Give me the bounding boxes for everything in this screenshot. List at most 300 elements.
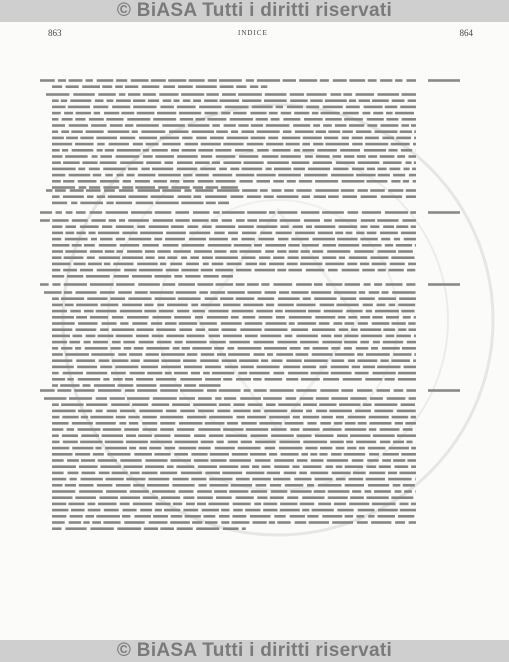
text-word-mark — [225, 366, 239, 369]
text-word-mark — [352, 168, 364, 171]
text-word-mark — [207, 316, 228, 319]
text-word-mark — [158, 256, 165, 259]
text-word-mark — [297, 459, 308, 462]
text-word-mark — [210, 137, 224, 140]
text-word-mark — [52, 403, 59, 406]
text-word-mark — [325, 263, 344, 266]
text-word-mark — [160, 106, 174, 109]
text-word-mark — [209, 238, 228, 241]
index-text-body — [36, 70, 476, 620]
text-word-mark — [62, 416, 78, 419]
text-word-mark — [107, 453, 130, 456]
text-word-mark — [369, 291, 380, 294]
text-word-mark — [301, 250, 310, 253]
text-word-mark — [365, 143, 388, 146]
text-word-mark — [335, 124, 347, 127]
text-word-mark — [171, 515, 183, 518]
text-word-mark — [179, 422, 203, 425]
text-word-mark — [163, 85, 175, 88]
text-word-mark — [398, 372, 416, 375]
text-word-mark — [209, 478, 232, 481]
text-word-mark — [72, 244, 82, 247]
text-word-mark — [96, 410, 103, 413]
text-word-mark — [52, 143, 72, 146]
text-word-mark — [221, 322, 242, 325]
text-word-mark — [142, 416, 156, 419]
text-word-mark — [363, 304, 373, 307]
text-word-mark — [359, 291, 366, 294]
text-word-mark — [247, 416, 266, 419]
text-word-mark — [222, 211, 245, 214]
text-word-mark — [392, 416, 409, 419]
text-word-mark — [341, 389, 353, 392]
text-word-mark — [303, 416, 320, 419]
text-word-mark — [370, 256, 388, 259]
text-word-mark — [269, 263, 284, 266]
text-word-mark — [269, 521, 275, 524]
text-word-mark — [368, 447, 386, 450]
text-word-mark — [170, 263, 182, 266]
text-word-mark — [64, 283, 87, 286]
text-word-mark — [349, 124, 364, 127]
text-word-mark — [66, 211, 73, 214]
text-word-mark — [385, 106, 398, 109]
text-word-mark — [84, 244, 95, 247]
text-word-mark — [263, 397, 282, 400]
text-word-mark — [80, 202, 103, 205]
text-word-mark — [259, 256, 271, 259]
text-word-mark — [152, 403, 170, 406]
text-word-mark — [239, 359, 259, 362]
text-word-mark — [415, 478, 416, 481]
text-word-mark — [52, 232, 63, 235]
text-word-mark — [415, 490, 416, 493]
text-word-mark — [72, 422, 93, 425]
text-word-mark — [117, 527, 141, 530]
text-word-mark — [331, 453, 342, 456]
text-word-mark — [321, 112, 340, 115]
text-word-mark — [411, 447, 416, 450]
text-word-mark — [232, 515, 246, 518]
text-word-mark — [231, 130, 238, 133]
text-word-mark — [236, 297, 255, 300]
text-word-mark — [178, 85, 193, 88]
text-word-mark — [52, 335, 70, 338]
text-word-mark — [120, 137, 135, 140]
text-word-mark — [401, 453, 416, 456]
text-word-mark — [176, 465, 194, 468]
text-word-mark — [52, 137, 64, 140]
text-word-mark — [266, 168, 272, 171]
text-word-mark — [208, 79, 217, 82]
text-word-mark — [283, 118, 300, 121]
text-word-mark — [70, 478, 77, 481]
text-word-mark — [187, 416, 206, 419]
text-word-mark — [250, 453, 267, 456]
text-word-mark — [40, 219, 50, 222]
text-word-mark — [116, 202, 132, 205]
text-word-mark — [182, 137, 193, 140]
text-word-mark — [280, 219, 301, 222]
text-word-mark — [385, 378, 395, 381]
text-word-mark — [106, 202, 113, 205]
text-word-mark — [280, 225, 288, 228]
text-word-mark — [344, 347, 352, 350]
text-word-mark — [300, 263, 322, 266]
text-word-mark — [241, 441, 252, 444]
text-word-mark — [235, 149, 254, 152]
text-word-mark — [307, 484, 314, 487]
text-word-mark — [86, 372, 107, 375]
text-word-mark — [179, 447, 197, 450]
text-word-mark — [109, 143, 129, 146]
text-word-mark — [385, 211, 408, 214]
text-word-mark — [156, 202, 179, 205]
text-word-mark — [328, 269, 338, 272]
text-word-mark — [118, 353, 126, 356]
text-word-mark — [212, 263, 224, 266]
text-word-mark — [250, 85, 258, 88]
text-word-mark — [229, 341, 250, 344]
text-word-mark — [96, 397, 107, 400]
text-word-mark — [98, 93, 116, 96]
text-word-mark — [129, 447, 136, 450]
text-word-mark — [121, 112, 134, 115]
text-word-mark — [183, 359, 197, 362]
text-word-mark — [87, 297, 107, 300]
text-word-mark — [86, 403, 107, 406]
text-word-mark — [382, 291, 389, 294]
text-word-mark — [321, 335, 331, 338]
text-word-mark — [191, 372, 200, 375]
text-word-mark — [103, 428, 122, 431]
text-word-mark — [187, 353, 198, 356]
text-word-mark — [390, 263, 405, 266]
text-word-mark — [377, 168, 386, 171]
text-word-mark — [387, 397, 406, 400]
text-word-mark — [247, 143, 264, 146]
text-word-mark — [254, 503, 261, 506]
text-word-mark — [266, 304, 274, 307]
text-word-mark — [269, 211, 275, 214]
text-word-mark — [372, 503, 396, 506]
text-word-mark — [388, 149, 397, 152]
text-word-mark — [95, 99, 104, 102]
text-word-mark — [221, 509, 229, 512]
text-word-mark — [391, 496, 413, 499]
text-word-mark — [101, 304, 119, 307]
text-word-mark — [141, 366, 158, 369]
text-word-mark — [183, 174, 192, 177]
text-word-mark — [86, 79, 93, 82]
text-word-mark — [124, 465, 143, 468]
text-word-mark — [52, 359, 72, 362]
text-word-mark — [197, 283, 213, 286]
text-word-mark — [90, 416, 113, 419]
text-word-mark — [290, 99, 308, 102]
text-word-mark — [56, 211, 62, 214]
text-word-mark — [240, 397, 261, 400]
text-word-mark — [333, 79, 347, 82]
text-word-mark — [139, 410, 163, 413]
text-word-mark — [98, 503, 117, 506]
text-word-mark — [271, 118, 280, 121]
text-word-mark — [192, 130, 214, 133]
text-word-mark — [98, 389, 121, 392]
text-word-mark — [123, 180, 131, 183]
text-word-mark — [341, 189, 355, 192]
text-word-mark — [304, 174, 327, 177]
text-word-mark — [241, 366, 254, 369]
text-word-mark — [88, 509, 101, 512]
text-word-mark — [277, 341, 297, 344]
watermark-banner-bottom — [0, 640, 509, 662]
text-word-mark — [393, 459, 405, 462]
text-word-mark — [407, 341, 416, 344]
text-word-mark — [129, 422, 138, 425]
text-word-mark — [403, 180, 409, 183]
text-word-mark — [328, 130, 340, 133]
text-word-mark — [391, 359, 410, 362]
text-word-mark — [360, 225, 367, 228]
text-word-mark — [161, 496, 180, 499]
text-word-mark — [357, 359, 377, 362]
text-word-mark — [392, 291, 416, 294]
text-word-mark — [203, 263, 209, 266]
text-word-mark — [404, 168, 410, 171]
text-word-mark — [116, 225, 134, 228]
text-word-mark — [152, 149, 168, 152]
text-word-mark — [401, 124, 409, 127]
text-word-mark — [118, 384, 134, 387]
text-word-mark — [175, 211, 189, 214]
text-word-mark — [79, 490, 103, 493]
text-word-mark — [219, 79, 242, 82]
text-word-mark — [75, 118, 85, 121]
text-word-mark — [270, 389, 294, 392]
text-word-mark — [128, 416, 139, 419]
text-word-mark — [231, 316, 239, 319]
text-word-mark — [127, 118, 150, 121]
text-word-mark — [302, 149, 314, 152]
text-word-mark — [358, 509, 375, 512]
text-word-mark — [351, 328, 358, 331]
text-word-mark — [230, 168, 239, 171]
text-word-mark — [46, 93, 69, 96]
text-word-mark — [120, 322, 128, 325]
text-word-mark — [280, 509, 300, 512]
text-word-mark — [265, 291, 277, 294]
text-word-mark — [250, 515, 271, 518]
text-word-mark — [120, 503, 130, 506]
text-word-mark — [132, 322, 147, 325]
text-word-mark — [136, 335, 149, 338]
text-word-mark — [287, 106, 303, 109]
text-word-mark — [116, 99, 131, 102]
text-word-mark — [361, 335, 382, 338]
text-word-mark — [154, 453, 170, 456]
text-word-mark — [255, 459, 271, 462]
text-word-mark — [219, 403, 231, 406]
text-word-mark — [342, 137, 349, 140]
text-word-mark — [290, 428, 299, 431]
text-word-mark — [383, 453, 399, 456]
text-word-mark — [342, 269, 360, 272]
text-word-mark — [181, 93, 204, 96]
text-word-mark — [116, 79, 127, 82]
text-word-mark — [112, 341, 121, 344]
text-word-mark — [181, 256, 187, 259]
text-word-mark — [279, 447, 303, 450]
text-word-mark — [52, 527, 62, 530]
text-word-mark — [363, 403, 372, 406]
text-word-mark — [80, 225, 99, 228]
text-word-mark — [79, 484, 94, 487]
text-word-mark — [143, 244, 159, 247]
text-word-mark — [347, 263, 357, 266]
text-word-mark — [52, 263, 71, 266]
text-word-mark — [154, 238, 162, 241]
text-word-mark — [178, 283, 195, 286]
text-word-mark — [52, 341, 67, 344]
text-word-mark — [52, 85, 62, 88]
text-word-mark — [294, 478, 311, 481]
text-word-mark — [378, 509, 398, 512]
text-word-mark — [192, 347, 212, 350]
text-word-mark — [356, 130, 372, 133]
text-word-mark — [206, 202, 216, 205]
text-word-mark — [371, 347, 378, 350]
text-word-mark — [184, 366, 202, 369]
text-word-mark — [52, 459, 64, 462]
text-word-mark — [181, 202, 203, 205]
text-word-mark — [307, 422, 316, 425]
text-word-mark — [86, 130, 104, 133]
text-word-mark — [199, 106, 222, 109]
text-word-mark — [406, 441, 412, 444]
text-word-mark — [247, 195, 261, 198]
text-word-mark — [355, 372, 369, 375]
text-word-mark — [240, 180, 253, 183]
text-word-mark — [302, 143, 310, 146]
text-word-mark — [195, 161, 210, 164]
text-word-mark — [174, 316, 191, 319]
text-word-mark — [66, 85, 79, 88]
text-word-mark — [150, 441, 172, 444]
text-word-mark — [311, 291, 331, 294]
text-word-mark — [271, 359, 282, 362]
text-word-mark — [160, 389, 178, 392]
text-word-mark — [345, 322, 355, 325]
text-word-mark — [183, 99, 191, 102]
text-word-mark — [231, 195, 244, 198]
text-word-mark — [314, 490, 326, 493]
text-word-mark — [344, 341, 357, 344]
text-word-mark — [78, 180, 97, 183]
text-word-mark — [340, 149, 360, 152]
text-word-mark — [300, 397, 314, 400]
text-word-mark — [214, 232, 225, 235]
text-word-mark — [214, 347, 224, 350]
text-word-mark — [380, 79, 392, 82]
text-word-mark — [278, 403, 301, 406]
text-word-mark — [281, 453, 299, 456]
text-word-mark — [346, 106, 360, 109]
text-word-mark — [377, 515, 395, 518]
text-word-mark — [199, 291, 208, 294]
text-word-mark — [149, 447, 161, 450]
text-word-mark — [157, 304, 164, 307]
text-word-mark — [129, 238, 152, 241]
text-word-mark — [398, 328, 406, 331]
text-word-mark — [124, 347, 132, 350]
text-word-mark — [409, 397, 417, 400]
text-word-mark — [212, 161, 220, 164]
text-word-mark — [75, 347, 81, 350]
text-word-mark — [290, 515, 305, 518]
text-word-mark — [112, 359, 129, 362]
text-word-mark — [265, 93, 287, 96]
text-word-mark — [52, 509, 68, 512]
text-word-mark — [151, 79, 166, 82]
text-word-mark — [62, 118, 73, 121]
text-word-mark — [151, 322, 162, 325]
text-word-mark — [52, 441, 60, 444]
text-word-mark — [324, 137, 338, 140]
text-word-mark — [137, 389, 157, 392]
text-word-mark — [241, 422, 256, 425]
text-word-mark — [173, 503, 182, 506]
text-word-mark — [185, 275, 200, 278]
text-word-mark — [105, 149, 114, 152]
text-word-mark — [112, 106, 130, 109]
text-word-mark — [402, 347, 416, 350]
text-word-mark — [344, 335, 358, 338]
text-word-mark — [217, 189, 240, 192]
text-word-mark — [170, 180, 179, 183]
text-word-mark — [183, 180, 194, 183]
text-word-mark — [283, 366, 300, 369]
text-word-mark — [103, 168, 126, 171]
text-word-mark — [278, 211, 298, 214]
text-word-mark — [91, 238, 97, 241]
text-word-mark — [177, 527, 193, 530]
text-word-mark — [185, 143, 199, 146]
text-word-mark — [67, 428, 75, 431]
text-word-mark — [76, 211, 86, 214]
text-word-mark — [348, 359, 355, 362]
text-word-mark — [291, 410, 303, 413]
text-word-mark — [334, 335, 342, 338]
text-word-mark — [209, 434, 224, 437]
text-word-mark — [156, 503, 171, 506]
text-word-mark — [411, 225, 416, 228]
text-word-mark — [67, 275, 83, 278]
text-word-mark — [364, 283, 371, 286]
text-word-mark — [377, 219, 398, 222]
text-word-mark — [66, 137, 78, 140]
text-word-mark — [369, 416, 389, 419]
text-word-mark — [120, 496, 140, 499]
text-word-mark — [136, 384, 156, 387]
text-word-mark — [374, 490, 391, 493]
text-word-mark — [316, 397, 329, 400]
text-word-mark — [143, 359, 159, 362]
text-word-mark — [332, 521, 353, 524]
text-word-mark — [388, 189, 403, 192]
text-word-mark — [391, 180, 400, 183]
text-word-mark — [411, 465, 416, 468]
